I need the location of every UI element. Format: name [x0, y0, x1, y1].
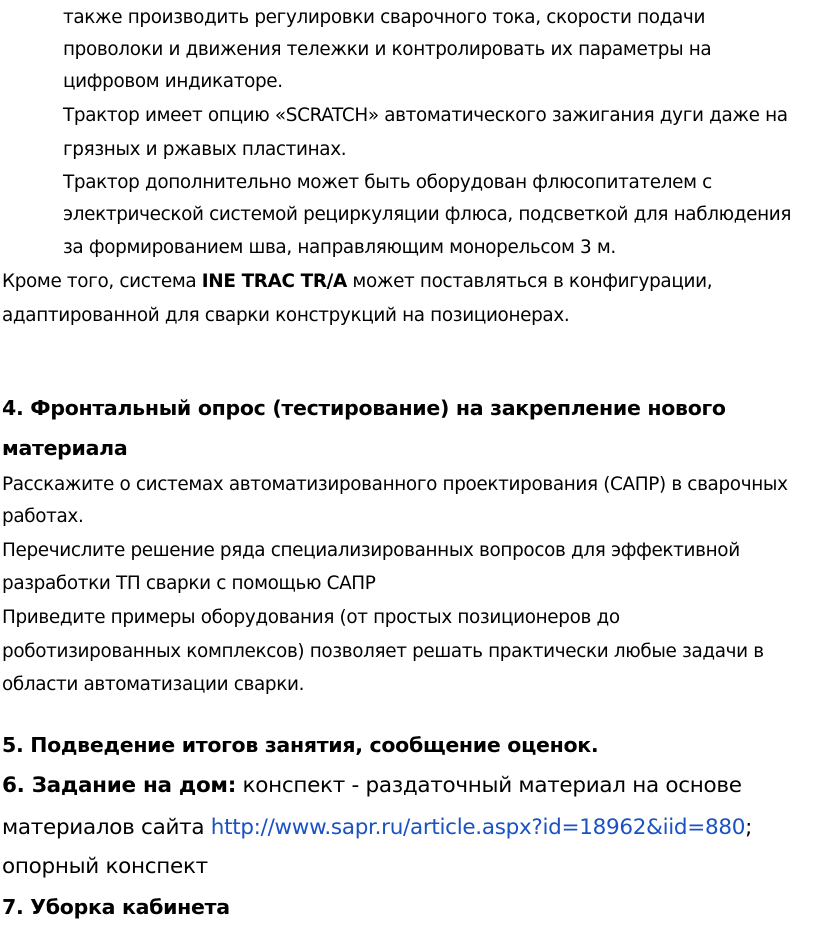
- text-run: конспект - раздаточный материал на основе: [236, 773, 742, 798]
- homework-line: [2, 771, 742, 801]
- paragraph-text: Трактор имеет опцию «SCRATCH» автоматического зажигания дуги даже на: [63, 105, 788, 126]
- sapr-article-link[interactable]: http://www.sapr.ru/article.aspx?id=18962&iid=880: [210, 815, 746, 840]
- paragraph-text: за формированием шва, направляющим монорельсом 3 м.: [63, 237, 616, 258]
- paragraph-text: адаптированной для сварки конструкций на позиционерах.: [2, 305, 570, 326]
- section-heading: 7. Уборка кабинета: [2, 895, 230, 919]
- paragraph-text: Трактор дополнительно может быть оборудован флюсопитателем с: [63, 172, 712, 193]
- paragraph-text: проволоки и движения тележки и контролировать их параметры на: [63, 39, 712, 60]
- paragraph-text: цифровом индикаторе.: [63, 71, 283, 92]
- question-text: Перечислите решение ряда специализированных вопросов для эффективной: [2, 540, 740, 561]
- paragraph-text: [2, 270, 712, 294]
- paragraph-text: электрической системой рециркуляции флюса, подсветкой для наблюдения: [63, 204, 792, 225]
- question-text: работах.: [2, 506, 84, 527]
- section-heading: материала: [2, 436, 128, 460]
- question-text: роботизированных комплексов) позволяет решать практически любые задачи в: [2, 641, 764, 662]
- system-name: INE TRAC TR/A: [201, 271, 347, 292]
- homework-line: опорный конспект: [2, 854, 208, 879]
- text-run: ;: [745, 815, 753, 840]
- question-text: разработки ТП сварки с помощью САПР: [2, 573, 376, 594]
- homework-line: [2, 813, 752, 843]
- paragraph-text: грязных и ржавых пластинах.: [63, 139, 347, 160]
- section-heading: 5. Подведение итогов занятия, сообщение оценок.: [2, 733, 599, 757]
- text-run: может поставляться в конфигурации,: [346, 271, 713, 292]
- text-run: материалов сайта: [2, 815, 211, 840]
- question-text: Приведите примеры оборудования (от простых позиционеров до: [2, 607, 620, 628]
- question-text: области автоматизации сварки.: [2, 674, 305, 695]
- section-heading: 4. Фронтальный опрос (тестирование) на закрепление нового: [2, 396, 726, 420]
- paragraph-text: также производить регулировки сварочного тока, скорости подачи: [63, 7, 706, 28]
- question-text: Расскажите о системах автоматизированного проектирования (САПР) в сварочных: [2, 474, 788, 495]
- text-run: Кроме того, система: [2, 271, 202, 292]
- section-heading: 6. Задание на дом:: [2, 773, 237, 798]
